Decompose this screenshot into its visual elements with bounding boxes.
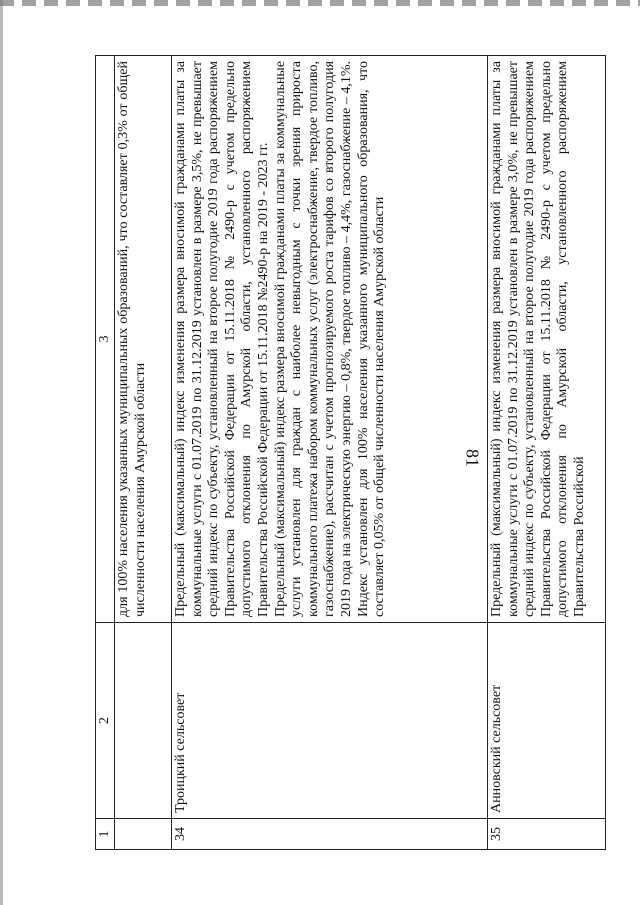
header-col-3: 3 [96, 56, 115, 623]
municipality-name: Троицкий сельсовет [172, 623, 488, 819]
scan-edge-top [0, 0, 640, 6]
row-number: 34 [172, 819, 488, 850]
description-paragraph: Предельный (максимальный) индекс изменения размера вносимой гражданами платы за коммунальные услуги с 01.07.2019 по 31.12.2019 установлен в размере 3,5%, не превышает средний индекс по субъекту, установленный на второе полугодие 2019 года распоряжением Правительства Российской Федерации от 15.11.2018 № 2490-р с учетом предельно допустимого отклонения по Амурской области, установленного распоряжением Правительства Российской Федерации от 15.11.2018 №2490-р на 2019 - 2023 гг. [173, 61, 271, 617]
description-paragraph: Предельный (максимальный) индекс изменения размера вносимой гражданами платы за коммунальные услуги с 01.07.2019 по 31.12.2019 установлен в размере 3,0%, не превышает средний индекс по субъекту, установленный на второе полугодие 2019 года распоряжением Правительства Российской Федерации от 15.11.2018 № 2490-р с учетом предельно допустимого отклонения по Амурской области, установленного распоряжением Правительства Российской [489, 61, 587, 617]
table-row-34 [172, 56, 488, 850]
municipality-name [115, 623, 172, 819]
table-header-row [96, 56, 115, 850]
table-row-continuation [115, 56, 172, 850]
page-number: 81 [462, 449, 483, 467]
rotated-table-container [95, 55, 597, 850]
header-col-2: 2 [96, 623, 115, 819]
scan-edge-left [0, 0, 3, 905]
document-table [95, 55, 606, 850]
row-number: 35 [488, 819, 606, 850]
description-paragraph: для 100% населения указанных муниципальных образований, что составляет 0,3% от общей численности населения Амурской области [116, 61, 148, 617]
description-cell [488, 56, 606, 623]
municipality-name: Анновский сельсовет [488, 623, 606, 819]
description-paragraph: Предельный (максимальный) индекс размера вносимой гражданами платы за коммунальные услуги установлен для граждан с наиболее невыгодным с точки зрения прироста коммунального платежа набором коммунальных услуг (электроснабжение, твердое топливо, газоснабжение), рассчитан с учетом прогнозируемого роста тарифов со второго полугодия 2019 года на электрическую энергию – 0,8%, твердое топливо – 4,4%, газоснабжение – 4,1%. Индекс установлен для 100% населения указанного муниципального образования, что составляет 0,05% от общей численности населения Амурской области [272, 61, 388, 617]
description-cell [115, 56, 172, 623]
description-cell [172, 56, 488, 623]
table-row-35 [488, 56, 606, 850]
row-number [115, 819, 172, 850]
header-col-1: 1 [96, 819, 115, 850]
